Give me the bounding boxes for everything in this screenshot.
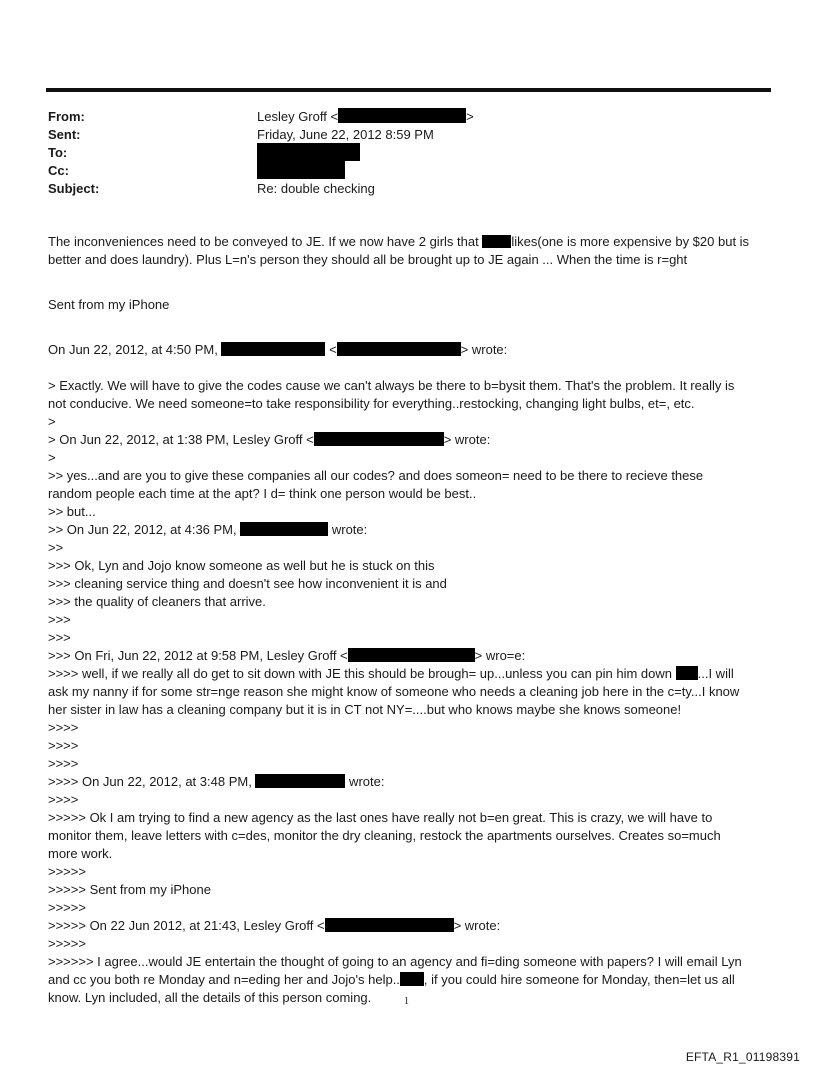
body-line: >>> cleaning service thing and doesn't see how inconvenient it is and — [48, 576, 447, 591]
subject-value: Re: double checking — [257, 181, 375, 196]
header-rule — [46, 88, 771, 92]
body-line: >>>>> — [48, 936, 86, 951]
body-line: not conducive. We need someone=to take responsibility for everything..restocking, changing light bulbs, et=, etc. — [48, 396, 695, 411]
cc-redaction — [257, 161, 345, 179]
redaction-box — [314, 432, 444, 446]
body-line: >>>>> Sent from my iPhone — [48, 882, 211, 897]
body-line: >> yes...and are you to give these companies all our codes? and does someon= need to be there to recieve these — [48, 468, 704, 483]
redaction-box — [482, 235, 511, 248]
from-name: Lesley Groff < — [257, 109, 339, 124]
from-close: > — [466, 109, 474, 124]
email-body — [48, 233, 770, 1007]
redaction-box — [255, 774, 345, 788]
to-label: To: — [48, 145, 68, 160]
body-line: >>>>>> I agree...would JE entertain the thought of going to an agency and fi=ding someone with papers? I will email Lyn — [48, 954, 742, 969]
quote-header: > On Jun 22, 2012, at 1:38 PM, Lesley Groff < > wrote: — [48, 432, 491, 447]
body-line: and cc you both re Monday and n=eding her and Jojo's help.. , if you could hire someone for Monday, then=let us all — [48, 972, 735, 987]
redaction-box — [676, 666, 698, 680]
body-line: The inconveniences need to be conveyed to JE. If we now have 2 girls that likes(one is more expensive by $20 but is — [48, 234, 750, 249]
body-line: >> — [48, 540, 64, 555]
page-number: 1 — [404, 996, 409, 1007]
redaction-box — [338, 108, 466, 123]
quote-header: On Jun 22, 2012, at 4:50 PM, < > wrote: — [48, 342, 508, 357]
redaction-box — [400, 972, 424, 986]
redaction-box — [325, 918, 454, 932]
body-line: better and does laundry). Plus L=n's person they should all be brought up to JE again ... When the time is r=ght — [48, 252, 688, 267]
quote-header: >>>> On Jun 22, 2012, at 3:48 PM, wrote: — [48, 774, 385, 789]
body-line: >>>> — [48, 756, 79, 771]
sent-from-line: Sent from my iPhone — [48, 297, 170, 312]
body-line: > Exactly. We will have to give the codes cause we can't always be there to b=bysit them. That's the problem. It really is — [48, 378, 735, 393]
body-line: >>>> — [48, 720, 79, 735]
body-line: >>>>> — [48, 864, 86, 879]
document-id: EFTA_R1_01198391 — [685, 1050, 800, 1064]
body-line: >>>>> — [48, 900, 86, 915]
quote-header: >>> On Fri, Jun 22, 2012 at 9:58 PM, Lesley Groff < > wro=e: — [48, 648, 526, 663]
body-line: >>> the quality of cleaners that arrive. — [48, 594, 266, 609]
body-line: > — [48, 450, 56, 465]
body-line: >>> Ok, Lyn and Jojo know someone as well but he is stuck on this — [48, 558, 435, 573]
redaction-box — [348, 648, 475, 662]
to-redaction — [257, 143, 360, 161]
body-line: >>>> well, if we really all do get to sit down with JE this should be brough= up...unless you can pin him down ...I will — [48, 666, 734, 681]
body-line: random people each time at the apt? I d= think one person would be best.. — [48, 486, 477, 501]
quote-header: >>>>> On 22 Jun 2012, at 21:43, Lesley Groff < > wrote: — [48, 918, 501, 933]
from-label: From: — [48, 109, 85, 124]
sent-label: Sent: — [48, 127, 81, 142]
body-line: more work. — [48, 846, 113, 861]
body-line: >>>> — [48, 738, 79, 753]
sent-value: Friday, June 22, 2012 8:59 PM — [257, 127, 434, 142]
body-line: >>>> — [48, 792, 79, 807]
from-value — [257, 108, 474, 126]
body-line: >> but... — [48, 504, 96, 519]
body-line: her sister in law has a cleaning company but it is in CT not NY=....but who knows maybe she knows someone! — [48, 702, 682, 717]
body-line: >>> — [48, 612, 71, 627]
body-line: >>>>> Ok I am trying to find a new agency as the last ones have really not b=en great. This is crazy, we will have to — [48, 810, 713, 825]
body-line: ask my nanny if for some str=nge reason she might know of someone who needs a cleaning job here in the c=ty...I know — [48, 684, 740, 699]
quote-header: >> On Jun 22, 2012, at 4:36 PM, wrote: — [48, 522, 368, 537]
body-line: > — [48, 414, 56, 429]
cc-label: Cc: — [48, 163, 69, 178]
body-line: monitor them, leave letters with c=des, monitor the dry cleaning, restock the apartments ourselves. Creates so=much — [48, 828, 721, 843]
redaction-box — [337, 342, 461, 356]
body-line: >>> — [48, 630, 71, 645]
redaction-box — [221, 342, 325, 356]
subject-label: Subject: — [48, 181, 100, 196]
body-line: know. Lyn included, all the details of this person coming. — [48, 990, 372, 1005]
redaction-box — [240, 522, 328, 536]
